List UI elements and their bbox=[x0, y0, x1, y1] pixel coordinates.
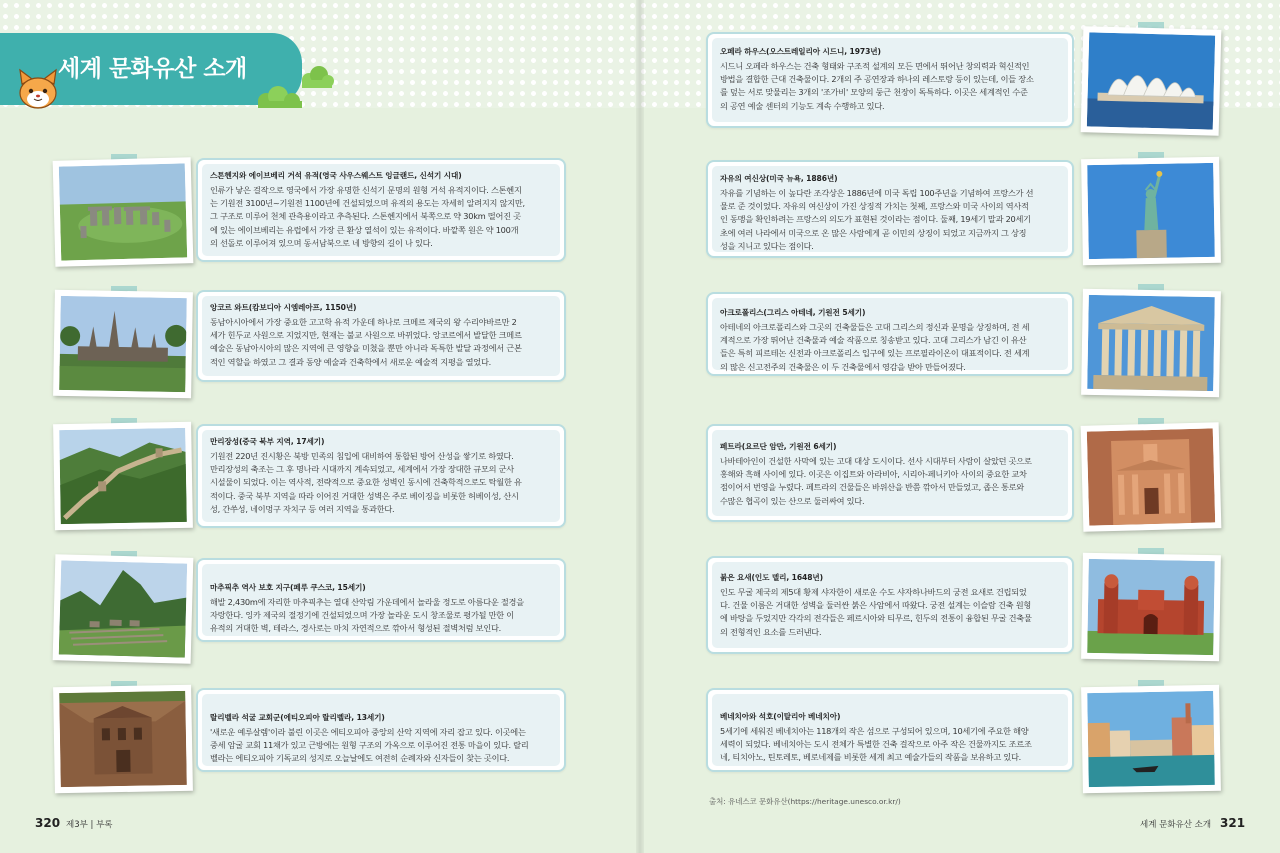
site-card bbox=[706, 556, 1074, 654]
left-page-number: 320 bbox=[35, 816, 61, 830]
site-description: 인류가 낳은 걸작으로 영국에서 가장 유명한 신석기 문명의 원형 거석 유적지이다. 스톤헨지 는 기원전 3100년~기원전 1100년에 건설되었으며 유적의 용도는 자세히 알려지지 않지만, 그 구조로 미루어 천체 관측용이라고 추측된다. 스톤헨지에서 북쪽으로 약 30km 떨어진 곳 에 있는 에이브베리는 유럽에서 가장 큰 환상 열석이 있는 유적이다. 바깥쪽 원은 약 100개 의 선돌로 이루어져 있으며 동서남북으로 네 방향의 길이 나 있다. bbox=[210, 185, 525, 248]
site-title: 아크로폴리스(그리스 아테네, 기원전 5세기) bbox=[720, 308, 866, 317]
site-card bbox=[196, 688, 566, 772]
site-card bbox=[196, 290, 566, 382]
petra-photo bbox=[1081, 422, 1222, 532]
site-card bbox=[706, 424, 1074, 522]
machu-picchu-photo bbox=[53, 554, 194, 664]
acropolis-photo bbox=[1081, 289, 1221, 397]
bush-decoration-icon bbox=[256, 86, 304, 108]
stonehenge-photo bbox=[53, 157, 194, 267]
site-title: 페트라(요르단 암만, 기원전 6세기) bbox=[720, 442, 837, 451]
cat-mascot-icon bbox=[16, 68, 60, 110]
site-description: 5세기에 세워진 베네치아는 118개의 작은 섬으로 구성되어 있으며, 10세기에 주요한 해양 세력이 되었다. 베네치아는 도시 전체가 특별한 건축 걸작으로 아주 작은 건물까지도 조르조 네, 티치아노, 틴토레토, 베로네제를 비롯한 세계 최고 예술가들의 작품을 보유하고 있다. bbox=[720, 726, 1032, 763]
site-card bbox=[706, 688, 1074, 772]
great-wall-photo bbox=[53, 422, 193, 530]
red-fort-photo bbox=[1081, 553, 1221, 661]
site-card bbox=[196, 424, 566, 528]
site-description: 해발 2,430m에 자리한 마추픽추는 열대 산악림 가운데에서 놀라울 정도로 아름다운 절경을 자랑한다. 잉카 제국의 절정기에 건설되었으며 가장 놀라운 도시 창조물로 평가될 만한 이 유적의 거대한 벽, 테라스, 경사로는 마치 자연적으로 깎아서 형성된 절벽처럼 보인다. bbox=[210, 597, 524, 634]
site-title: 오페라 하우스(오스트레일리아 시드니, 1973년) bbox=[720, 47, 881, 56]
left-section-label: 제3부 | 부록 bbox=[66, 820, 113, 830]
site-description: '새로운 예루살렘'이라 불린 이곳은 에티오피아 중앙의 산악 지역에 자리 잡고 있다. 이곳에는 중세 암굴 교회 11채가 있고 근방에는 원형 구조의 가옥으로 이루어진 전통 마을이 있다. 랄리 벨라는 에티오피아 기독교의 성지로 오늘날에도 여전히 순례자와 신자들이 찾는 곳이다. bbox=[210, 727, 529, 764]
site-description: 아테네의 아크로폴리스와 그곳의 건축물들은 고대 그리스의 정신과 문명을 상징하며, 전 세 계적으로 가장 뛰어난 건축물과 예술 작품으로 칭송받고 있다. 고대 그리스가 남긴 이 유산 들은 특히 피르테논 신전과 아크로폴리스 입구에 있는 프로필라이온이 대표적이다. 전 세계 의 많은 신고전주의 건축물은 이 두 건축물에서 영감을 받아 만들어졌다. bbox=[720, 322, 1030, 372]
site-title: 붉은 요새(인도 델리, 1648년) bbox=[720, 573, 824, 582]
site-description: 자유를 기념하는 이 높다란 조각상은 1886년에 미국 독립 100주년을 기념하여 프랑스가 선 물로 준 것이었다. 자유의 여신상이 가진 상징적 가치는 첫째, 프랑스와 미국 사이의 역사적 인 동맹을 확인하려는 프랑스의 의도가 표현된 것이라는 점이다. 둘째, 19세기 말과 20세기 초에 여러 나라에서 미국으로 온 많은 사람에게 곧 이민의 상징이 되었고 지금까지 그 상징 성을 지니고 있다는 점이다. bbox=[720, 188, 1034, 251]
angkor-wat-photo bbox=[53, 290, 193, 398]
site-description: 인도 무굴 제국의 제5대 황제 샤자한이 새로운 수도 샤자하나바드의 궁전 요새로 건립되었 다. 건물 이름은 거대한 성벽을 둘러싼 붉은 사암에서 따왔다. 궁전 설계는 이슬람 건축 원형 에 바탕을 두었지만 각각의 전각들은 페르시아와 티무르, 힌두의 전통이 융합된 무굴 건축물 의 전형적인 요소를 드러낸다. bbox=[720, 587, 1032, 637]
site-description: 나바테아인이 건설한 사막에 있는 고대 대상 도시이다. 선사 시대부터 사람이 살았던 곳으로 홍해와 흑해 사이에 있다. 이곳은 이집트와 아라비아, 시리아-페니키아 사이의 중요한 교차 점이어서 번영을 누렸다. 페트라의 건물들은 바위산을 반쯤 깎아서 만들었고, 좁은 통로와 수많은 협곡이 있는 산으로 둘러싸여 있다. bbox=[720, 456, 1032, 506]
site-title: 베네치아와 석호(이탈리아 베네치아) bbox=[720, 712, 841, 721]
source-note: 출처: 유네스코 문화유산(https://heritage.unesco.or.kr/) bbox=[709, 797, 901, 806]
page-title: 세계 문화유산 소개 bbox=[58, 56, 247, 82]
lalibela-photo bbox=[53, 685, 193, 793]
site-card bbox=[196, 558, 566, 642]
book-gutter bbox=[636, 0, 644, 853]
opera-house-photo bbox=[1081, 26, 1222, 136]
statue-of-liberty-photo bbox=[1081, 157, 1221, 265]
site-description: 동남아시아에서 가장 중요한 고고학 유적 가운데 하나로 크메르 제국의 왕 수리야바르만 2 세가 힌두교 사원으로 지었지만, 현재는 불교 사원으로 바뀌었다. 앙코르에서 발달한 크메르 예술은 동남아시아의 많은 지역에 큰 영향을 미쳤을 뿐만 아니라 독특한 발달 과정에서 근본 적인 역할을 하였고 그 결과 동양 예술과 건축학에서 새로운 예술적 지평을 열었다. bbox=[210, 317, 522, 367]
right-section-label: 세계 문화유산 소개 bbox=[1140, 820, 1212, 830]
site-title: 마추픽추 역사 보호 지구(페루 쿠스코, 15세기) bbox=[210, 583, 366, 592]
site-description: 기원전 220년 진시황은 북방 민족의 침입에 대비하여 통합된 방어 산성을 쌓기로 하였다. 만리장성의 축조는 그 후 명나라 시대까지 계속되었고, 세계에서 가장 장대한 규모의 군사 시설물이 되었다. 이는 역사적, 전략적으로 중요한 성벽인 동시에 건축학적으로도 탁월한 유 적이다. 중국 북부 지역을 따라 이어진 거대한 성벽은 주로 베이징을 비롯한 허베이성, 산시 성, 간쑤성, 네이멍구 자치구 등 여러 지역을 통과한다. bbox=[210, 451, 522, 514]
right-page-number: 321 bbox=[1220, 816, 1246, 830]
site-card bbox=[706, 32, 1074, 128]
site-title: 스톤헨지와 에이브베리 거석 유적(영국 사우스웨스트 잉글랜드, 신석기 시대) bbox=[210, 171, 462, 180]
site-title: 랄리벨라 석굴 교회군(에티오피아 랄리벨라, 13세기) bbox=[210, 713, 385, 722]
site-card bbox=[706, 160, 1074, 258]
site-description: 시드니 오페라 하우스는 건축 형태와 구조적 설계의 모든 면에서 뛰어난 창의력과 혁신적인 방법을 결합한 근대 건축물이다. 2개의 주 공연장과 하나의 레스토랑 등이 있는데, 이들 장소 를 덮는 서로 맞물리는 3개의 '조가비' 모양의 둥근 천장이 독특하다. 이곳은 세계적인 수준 의 공연 예술 센터의 기능도 계속 수행하고 있다. bbox=[720, 61, 1034, 111]
site-title: 자유의 여신상(미국 뉴욕, 1886년) bbox=[720, 174, 838, 183]
site-card bbox=[706, 292, 1074, 376]
site-card bbox=[196, 158, 566, 262]
bush-decoration-icon bbox=[300, 66, 334, 88]
venice-photo bbox=[1081, 685, 1221, 793]
site-title: 만리장성(중국 북부 지역, 17세기) bbox=[210, 437, 325, 446]
site-title: 앙코르 와트(캄보디아 시엠레아프, 1150년) bbox=[210, 303, 357, 312]
